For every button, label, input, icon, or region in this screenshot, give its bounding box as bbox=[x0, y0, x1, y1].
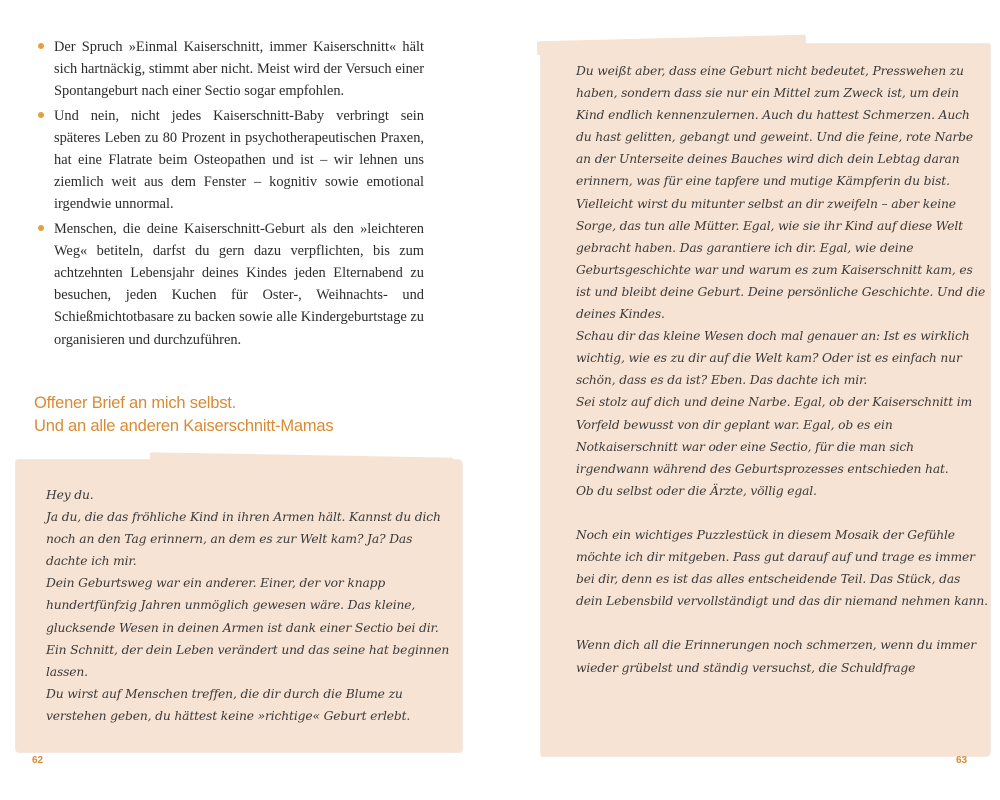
bullet-item bbox=[36, 105, 424, 216]
section-heading-line-1: Offener Brief an mich selbst. bbox=[34, 394, 237, 412]
letter-text-left: Hey du. Ja du, die das fröhliche Kind in ihren Armen hält. Kannst du dich noch an den Tag erinnern, an dem es zur Welt kam? Ja? Das dachte ich mir. Dein Geburtsweg war ein anderer. Einer, der vor knapp hundertfünfzig Jahren unmöglich gewesen wäre. Das kleine, glucksende Wesen in deinen Armen ist dank einer Sectio bei dir. Ein Schnitt, der dein Leben verändert und das seine hat beginnen lassen. Du wirst auf Menschen treffen, die dir durch die Blume zu verstehen geben, du hättest keine »richtige« Geburt erlebt. bbox=[46, 488, 450, 723]
section-heading bbox=[34, 392, 454, 438]
bullet-item bbox=[36, 36, 424, 103]
bullet-dot-icon bbox=[38, 225, 44, 231]
bullet-text: Und nein, nicht jedes Kaiserschnitt-Baby verbringt sein späteres Leben zu 80 Prozent in psychotherapeutischen Praxen, hat eine Flatrate beim Osteopathen und ist – wir lehnen uns ziemlich weit aus dem Fenster – kognitiv sowie emotional irgendwie unnormal. bbox=[54, 107, 424, 213]
bullet-dot-icon bbox=[38, 112, 44, 118]
bullet-list bbox=[36, 36, 424, 353]
page-number-right: 63 bbox=[956, 755, 968, 766]
letter-text-right: Du weißt aber, dass eine Geburt nicht bedeutet, Presswehen zu haben, sondern dass sie nur ein Mittel zum Zweck ist, um dein Kind endlich kennenzulernen. Auch du hattest Schmerzen. Auch du hast gelitten, gebangt und geweint. Und die feine, rote Narbe an der Unterseite deines Bauches wird dich dein Lebtag daran erinnern, was für eine tapfere und mutige Kämpferin du bist. Vielleicht wirst du mitunter selbst an dir zweifeln – aber keine Sorge, das tun alle Mütter. Egal, wie sie ihr Kind auf diese Welt gebracht haben. Das garantiere ich dir. Egal, wie deine Geburtsgeschichte war und warum es zum Kaiserschnitt kam, es ist und bleibt deine Geburt. Deine persönliche Geschichte. Und die deines Kindes. Schau dir das kleine Wesen doch mal genauer an: Ist es wirklich wichtig, wie es zu dir auf die Welt kam? Oder ist es einfach nur schön, dass es da ist? Eben. Das dachte ich mir. Sei stolz auf dich und deine Narbe. Egal, ob der Kaiserschnitt im Vorfeld bewusst von dir geplant war. Egal, ob es ein Notkaiserschnitt war oder eine Sectio, für die man sich irgendwann während des Geburtsprozesses entschieden hat. Ob du selbst oder die Ärzte, völlig egal. Noch ein wichtiges Puzzlestück in diesem Mosaik der Gefühle möchte ich dir mitgeben. Pass gut darauf auf und trage es immer bei dir, denn es ist das alles entscheidende Teil. Das Stück, das dein Lebensbild vervollständigt und das dir niemand nehmen kann. Wenn dich all die Erinnerungen noch schmerzen, wenn du immer wieder grübelst und ständig versuchst, die Schuldfrage bbox=[576, 64, 988, 675]
bullet-dot-icon bbox=[38, 43, 44, 49]
bullet-item bbox=[36, 218, 424, 351]
bullet-text: Der Spruch »Einmal Kaiserschnitt, immer Kaiserschnitt« hält sich hartnäckig, stimmt aber nicht. Meist wird der Versuch einer Spontangeburt nach einer Sectio sogar empfohlen. bbox=[54, 39, 424, 100]
bullet-text: Menschen, die deine Kaiserschnitt-Geburt als den »leichteren Weg« betiteln, darfst du gern dazu verpflichten, bis zum achtzehnten Lebensjahr deines Kindes jeden Elternabend zu besuchen, jeden Kuchen für Oster-, Weihnachts- und Schießmichtotbasare zu backen sowie alle Kindergeburtstage zu organisieren und durchzuführen. bbox=[54, 220, 424, 348]
section-heading-line-2: Und an alle anderen Kaiserschnitt-Mamas bbox=[34, 417, 334, 435]
page-number-left: 62 bbox=[32, 755, 44, 766]
